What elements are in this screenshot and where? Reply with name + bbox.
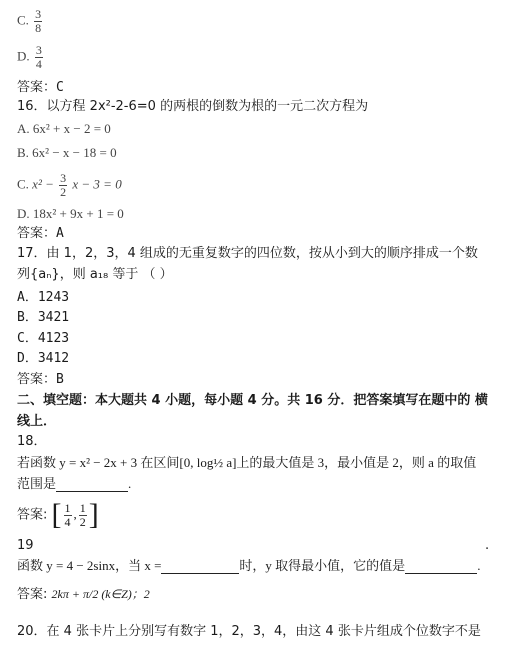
q17-stem-line2: 列{aₙ}，则 a₁₈ 等于 （ ） (17, 267, 173, 282)
q18-answer-left-fraction: $\frac{1}{4}$ (64, 500, 71, 529)
q15-option-d: D. $\frac{3}{4}$ (17, 43, 42, 71)
q18-left-bracket: [ (51, 498, 62, 531)
q18-answer-blank (56, 479, 128, 492)
q17-option-b: B．3421 (17, 310, 70, 325)
q18-stem-line2: 范围是 . (17, 476, 132, 491)
q15-option-c: C. $\frac{3}{8}$ (17, 7, 42, 35)
q18-stem-line1: 若函数 y = x² − 2x + 3 在区间[0, log½ a]上的最大值是 3，最小值是 2，则 a 的取值 (17, 455, 477, 470)
q15-answer: 答案：C (17, 80, 64, 95)
q19-trailing-dot: . (485, 538, 490, 553)
q16-option-c-fraction: $\frac{3}{2}$ (60, 171, 67, 199)
section2-heading-line1: 二、填空题：本大题共 4 小题，每小题 4 分。共 16 分．把答案填写在题中的 横 (17, 393, 488, 408)
q19-answer: 答案: 2kπ + π/2 (k∈Z)；2 (17, 587, 150, 602)
q16-option-b: B. 6x² − x − 18 = 0 (17, 145, 117, 160)
q18-answer-right-fraction: $\frac{1}{2}$ (79, 500, 86, 529)
section2-heading-line2: 线上． (17, 414, 57, 429)
q17-option-d: D．3412 (17, 351, 70, 366)
q16-option-d: D. 18x² + 9x + 1 = 0 (17, 206, 124, 221)
q17-option-a: A．1243 (17, 290, 70, 305)
q20-stem: 20．在 4 张卡片上分别写有数字 1，2，3，4，由这 4 张卡片组成个位数字不是 (17, 624, 481, 639)
q17-option-c: C．4123 (17, 331, 70, 346)
q19-number: 19 (17, 538, 34, 553)
q18-answer: 答案: [ $\frac{1}{4}$ , $\frac{1}{2}$ ] (17, 498, 99, 531)
q18-number: 18． (17, 434, 47, 449)
q16-answer: 答案：A (17, 226, 64, 241)
q19-blank-x (161, 561, 239, 574)
q15-option-d-fraction: $\frac{3}{4}$ (35, 43, 42, 71)
q16-option-a: A. 6x² + x − 2 = 0 (17, 121, 111, 136)
q15-option-c-fraction: $\frac{3}{8}$ (35, 7, 42, 35)
q19-stem: 函数 y = 4 − 2sinx，当 x = 时，y 取得最小值，它的值是 . (17, 558, 481, 573)
q19-blank-value (405, 561, 477, 574)
q18-right-bracket: ] (88, 498, 99, 531)
q16-option-c: C. x² − $\frac{3}{2}$ x − 3 = 0 (17, 171, 122, 199)
q16-stem: 16．以方程 2x²-2-6=0 的两根的倒数为根的一元二次方程为 (17, 99, 369, 114)
q17-answer: 答案：B (17, 372, 64, 387)
q17-stem-line1: 17．由 1，2，3，4 组成的无重复数字的四位数，按从小到大的顺序排成一个数 (17, 246, 478, 261)
